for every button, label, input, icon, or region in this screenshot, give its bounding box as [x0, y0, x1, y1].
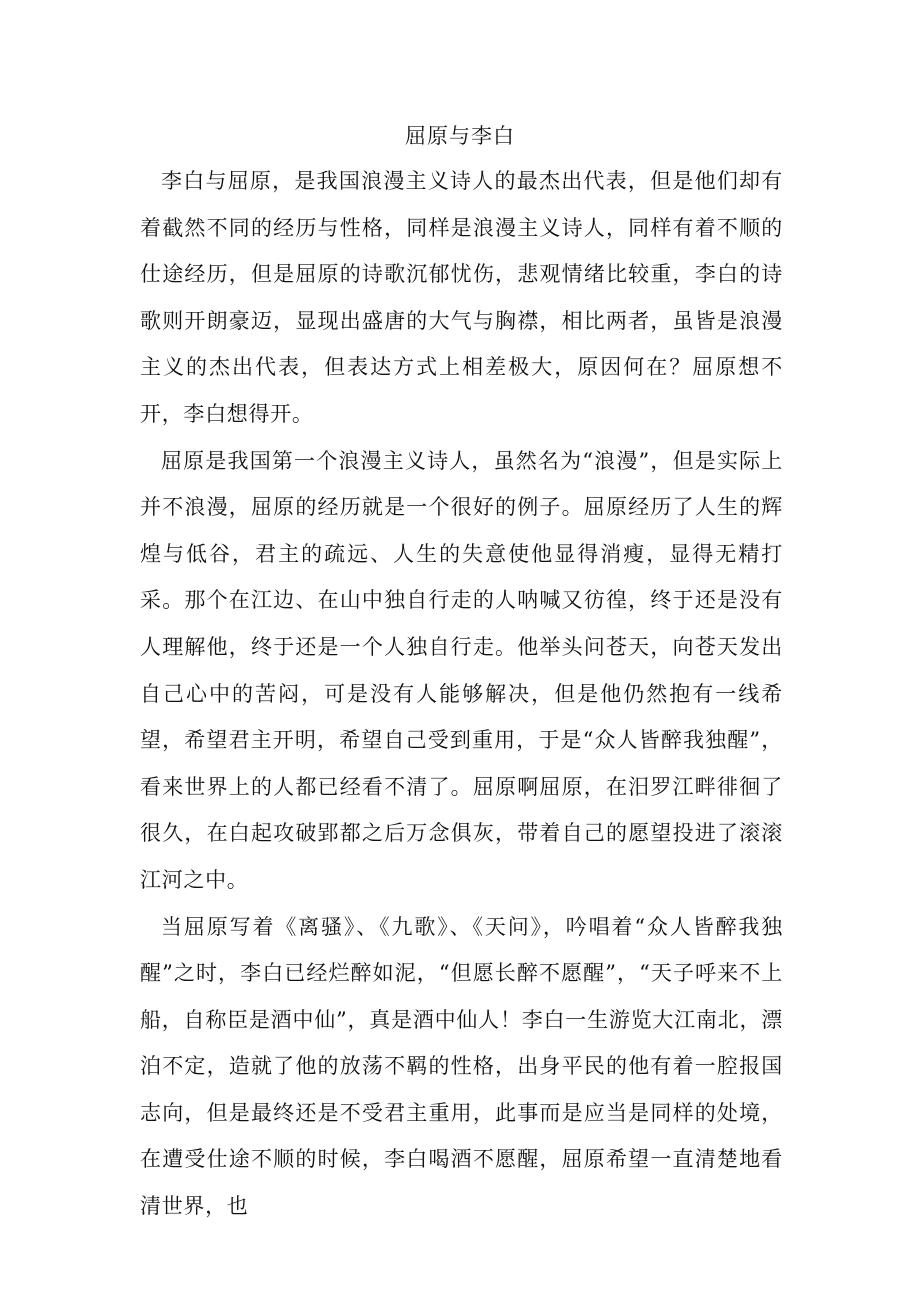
paragraph-1: 李白与屈原，是我国浪漫主义诗人的最杰出代表，但是他们却有着截然不同的经历与性格，同样是浪漫主义诗人，同样有着不顺的仕途经历，但是屈原的诗歌沉郁忧伤，悲观情绪比较重，李白的诗歌则开朗豪迈，显现出盛唐的大气与胸襟，相比两者，虽皆是浪漫主义的杰出代表，但表达方式上相差极大，原因何在？屈原想不开，李白想得开。 [140, 169, 783, 426]
document-body [140, 158, 783, 1230]
paragraph-2: 屈原是我国第一个浪漫主义诗人，虽然名为“浪漫”，但是实际上并不浪漫，屈原的经历就是一个很好的例子。屈原经历了人生的辉煌与低谷，君主的疏远、人生的失意使他显得消瘦，显得无精打采。那个在江边、在山中独自行走的人呐喊又彷徨，终于还是没有人理解他，终于还是一个人独自行走。他举头问苍天，向苍天发出自己心中的苦闷，可是没有人能够解决，但是他仍然抱有一线希望，希望君主开明，希望自己受到重用，于是“众人皆醉我独醒”，看来世界上的人都已经看不清了。屈原啊屈原，在汨罗江畔徘徊了很久，在白起攻破郢都之后万念俱灰，带着自己的愿望投进了滚滚江河之中。 [140, 448, 783, 892]
document-title: 屈原与李白 [405, 124, 515, 148]
paragraph-3: 当屈原写着《离骚》、《九歌》、《天问》，吟唱着“众人皆醉我独醒”之时，李白已经烂醉如泥，“但愿长醉不愿醒”，“天子呼来不上船，自称臣是酒中仙”，真是酒中仙人！李白一生游览大江南北，漂泊不定，造就了他的放荡不羁的性格，出身平民的他有着一腔报国志向，但是最终还是不受君主重用，此事而是应当是同样的处境，在遭受仕途不顺的时候，李白喝酒不愿醒，屈原希望一直清楚地看清世界，也 [140, 914, 783, 1219]
